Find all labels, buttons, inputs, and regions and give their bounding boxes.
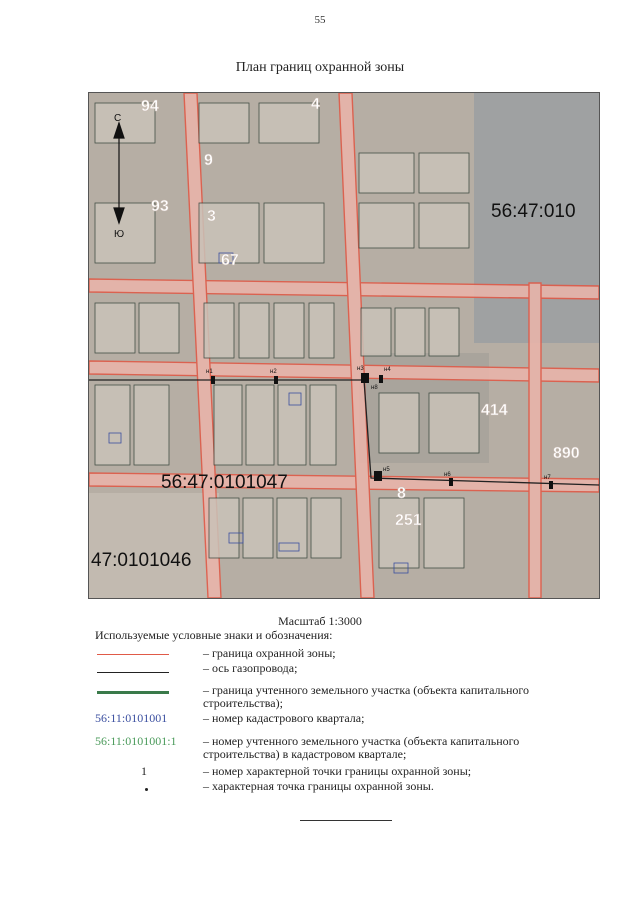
block-number: 3 [207,208,216,225]
red-line-symbol [95,647,195,661]
map-canvas [89,93,599,598]
cadastral-quarter-label: 56:47:0101047 [161,472,288,493]
point-dot-symbol [145,788,148,791]
point-number-sample: 1 [141,764,147,778]
block-number: 8 [397,485,406,502]
block-number: 890 [553,445,580,462]
point-label: н8 [371,385,378,391]
black-line-symbol [95,662,195,676]
quarter-code-sample: 56:11:0101001 [95,711,168,725]
signature-line [300,820,392,821]
compass-south-label: Ю [114,229,125,240]
green-line-symbol [95,684,195,698]
point-label: н5 [383,467,390,473]
point-label: н4 [384,367,391,373]
page-number: 55 [314,14,326,26]
map-scale: Масштаб 1:3000 [278,614,362,628]
compass-north-label: С [114,113,122,124]
block-number: 67 [221,252,239,269]
cadastral-quarter-label: 47:0101046 [91,550,192,571]
block-number: 9 [204,152,213,169]
block-number: 4 [311,96,320,113]
legend-heading: Используемые условные знаки и обозначения: [95,628,333,642]
point-label: н7 [544,475,551,481]
block-number: 414 [481,402,508,419]
cadastral-quarter-label: 56:47:010 [491,201,576,222]
page-title: План границ охранной зоны [235,60,405,75]
parcel-code-sample: 56:11:0101001:1 [95,734,177,748]
point-label: н6 [444,472,451,478]
block-number: 93 [151,198,169,215]
point-label: н3 [357,366,364,372]
block-number: 251 [395,512,422,529]
point-label: н1 [206,369,213,375]
point-label: н2 [270,369,277,375]
block-number: 94 [141,98,159,115]
map-image [88,92,600,599]
